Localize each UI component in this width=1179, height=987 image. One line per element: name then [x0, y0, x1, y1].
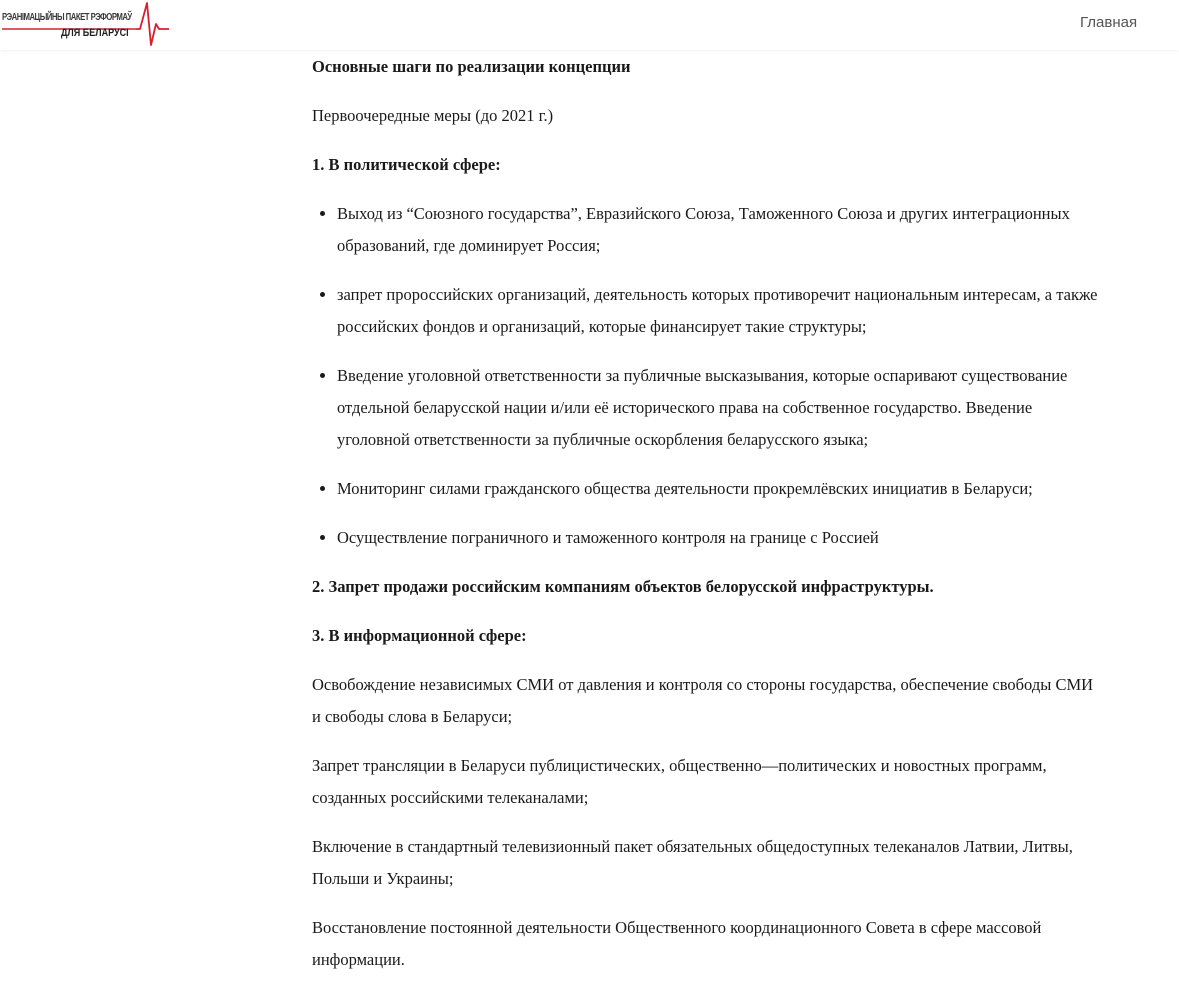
nav-home-link[interactable]: Главная — [1080, 14, 1138, 31]
article-heading: Основные шаги по реализации концепции — [312, 57, 631, 76]
bullet-icon — [320, 373, 325, 378]
heartbeat-line-icon — [0, 2, 172, 48]
logo-subtitle: ДЛЯ БЕЛАРУСІ — [61, 27, 129, 39]
priority-note: Первоочередные меры (до 2021 г.) — [312, 106, 554, 125]
bullet-icon — [320, 486, 325, 491]
site-logo[interactable] — [0, 2, 172, 46]
logo-title: РЭАНІМАЦЫЙНЫ ПАКЕТ РЭФОРМАЎ — [2, 11, 132, 23]
section-information-title: 3. В информационной сфере: — [312, 626, 527, 645]
site-header — [0, 0, 1179, 50]
bullet-icon — [320, 535, 325, 540]
section-infrastructure-title: 2. Запрет продажи российским компаниям объектов белорусской инфраструктуры. — [312, 577, 934, 596]
bullet-icon — [320, 292, 325, 297]
section-political-title: 1. В политической сфере: — [312, 155, 501, 174]
bullet-icon — [320, 211, 325, 216]
